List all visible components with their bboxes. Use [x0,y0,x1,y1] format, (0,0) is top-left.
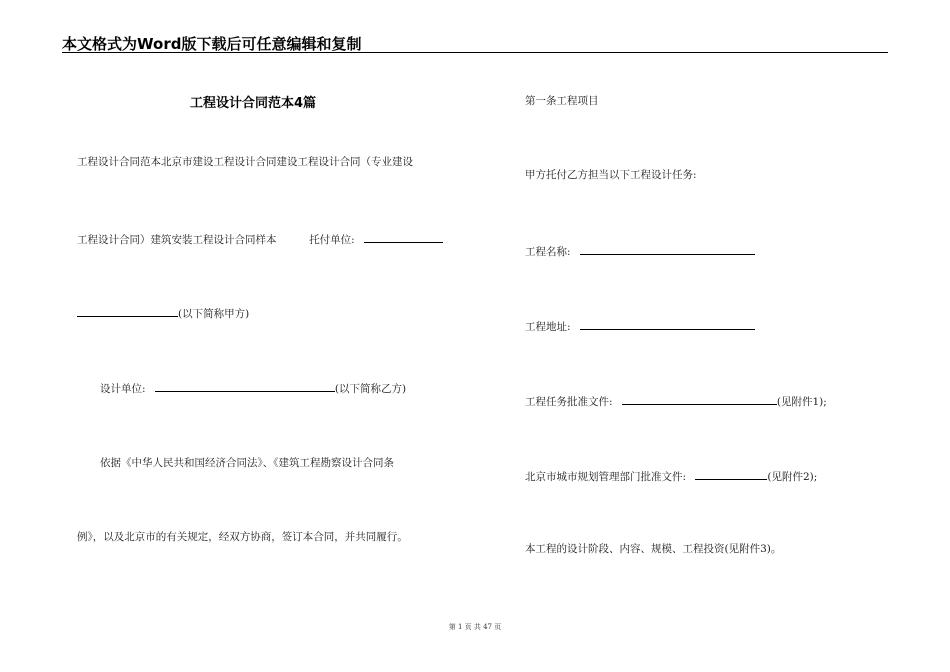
document-title: 工程设计合同范本4篇 [190,96,317,111]
client-blank-continued [77,305,178,317]
project-name-label: 工程名称: [525,246,571,258]
project-address-blank [580,318,755,330]
designer-label: 设计单位: [100,383,146,395]
watermark-header: 本文格式为Word版下载后可任意编辑和复制 [62,35,362,53]
left-paragraph-line-2 [77,231,443,247]
left-paragraph-line-3 [77,305,249,321]
left-paragraph-line-5: 依据《中华人民共和国经济合同法》、《建筑工程勘察设计合同条 [100,457,394,469]
project-name-row [525,243,755,259]
party-b-suffix: (以下简称乙方) [334,383,407,395]
design-scope-line: 本工程的设计阶段、内容、规模、工程投资(见附件3)。 [525,543,782,555]
approval-document-blank [622,393,777,405]
approval-document-row [525,393,827,409]
left-paragraph-line-1: 工程设计合同范本北京市建设工程设计合同建设工程设计合同（专业建设 [77,156,413,168]
attachment-2-note: (见附件2); [767,471,818,483]
project-address-label: 工程地址: [525,321,571,333]
client-label: 托付单位: [309,234,355,246]
client-blank [364,231,443,243]
header-divider [62,52,888,53]
project-address-row [525,318,755,334]
planning-approval-label: 北京市城市规划管理部门批准文件: [525,471,687,483]
project-name-blank [580,243,755,255]
contract-sample-text: 工程设计合同）建筑安装工程设计合同样本 [77,234,277,246]
article-heading: 第一条工程项目 [525,95,599,107]
planning-approval-blank [695,468,767,480]
left-paragraph-line-4 [100,380,406,396]
party-a-suffix: (以下简称甲方) [178,308,250,320]
right-paragraph-line-2: 甲方托付乙方担当以下工程设计任务: [525,169,697,181]
page-number: 第 1 页 共 47 页 [448,623,502,631]
approval-document-label: 工程任务批准文件: [525,396,613,408]
left-paragraph-line-6: 例》，以及北京市的有关规定，经双方协商，签订本合同，并共同履行。 [77,531,408,543]
planning-approval-row [525,468,817,484]
designer-blank [155,380,335,392]
attachment-1-note: (见附件1); [776,396,827,408]
